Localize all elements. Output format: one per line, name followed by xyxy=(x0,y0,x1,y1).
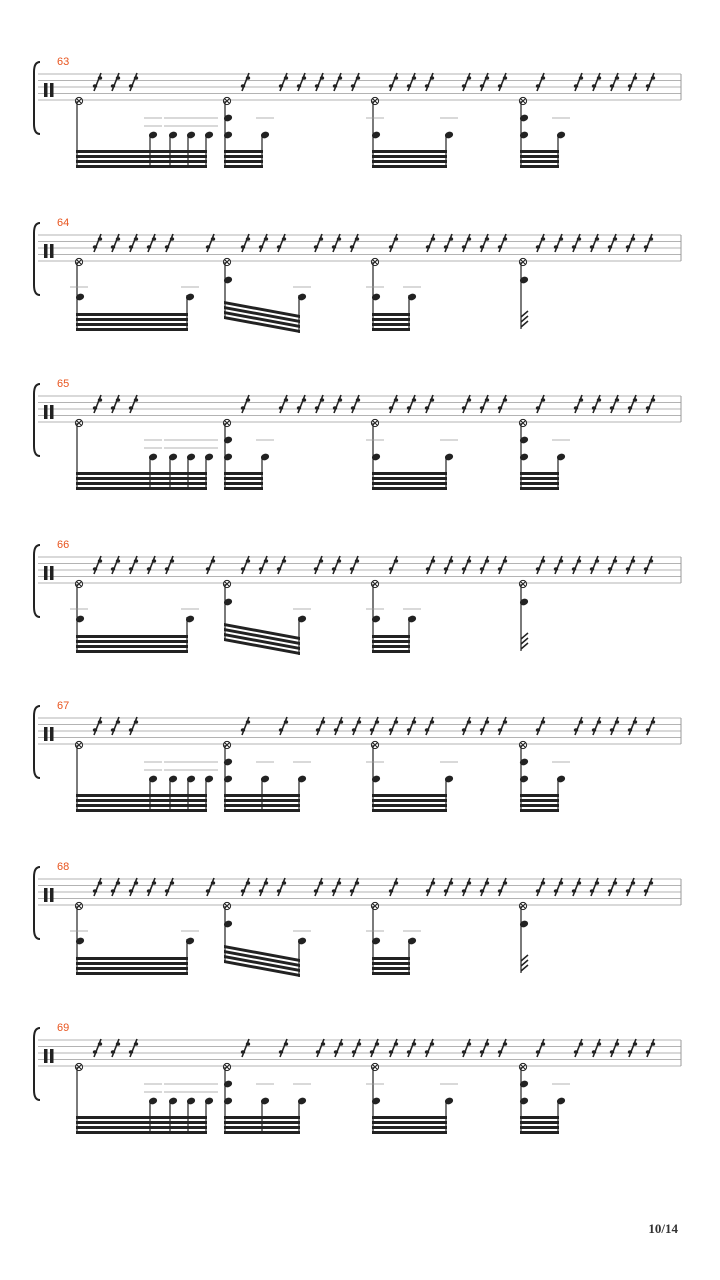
system-measure-69 xyxy=(34,1022,681,1134)
system-measure-68 xyxy=(34,861,681,977)
measure-number: 68 xyxy=(57,861,70,873)
lower-voice xyxy=(75,1063,570,1134)
system-measure-66 xyxy=(34,539,681,655)
percussion-clef-icon xyxy=(44,727,54,741)
upper-voice xyxy=(93,1039,655,1057)
upper-voice xyxy=(93,73,655,91)
lower-voice xyxy=(75,741,570,812)
page-number: 10/14 xyxy=(648,1221,678,1236)
percussion-clef-icon xyxy=(44,83,54,97)
system-measure-64 xyxy=(34,217,681,333)
upper-voice xyxy=(93,395,655,413)
system-brace-icon xyxy=(34,867,40,939)
upper-voice xyxy=(93,717,655,735)
lower-voice xyxy=(70,902,529,977)
percussion-clef-icon xyxy=(44,405,54,419)
percussion-clef-icon xyxy=(44,888,54,902)
measure-number: 64 xyxy=(57,217,70,229)
measure-number: 69 xyxy=(57,1022,70,1034)
lower-voice xyxy=(75,97,570,168)
lower-voice xyxy=(75,419,570,490)
system-brace-icon xyxy=(34,384,40,456)
system-measure-63 xyxy=(34,56,681,168)
lower-voice xyxy=(70,258,529,333)
upper-voice xyxy=(93,234,653,252)
system-brace-icon xyxy=(34,1028,40,1100)
measure-number: 66 xyxy=(57,539,70,551)
system-measure-65 xyxy=(34,378,681,490)
percussion-clef-icon xyxy=(44,1049,54,1063)
lower-voice xyxy=(70,580,529,655)
percussion-clef-icon xyxy=(44,244,54,258)
percussion-clef-icon xyxy=(44,566,54,580)
measure-number: 65 xyxy=(57,378,70,390)
system-brace-icon xyxy=(34,706,40,778)
system-brace-icon xyxy=(34,545,40,617)
upper-voice xyxy=(93,878,653,896)
measure-number: 67 xyxy=(57,700,70,712)
upper-voice xyxy=(93,556,653,574)
system-brace-icon xyxy=(34,62,40,134)
system-brace-icon xyxy=(34,223,40,295)
system-measure-67 xyxy=(34,700,681,812)
measure-number: 63 xyxy=(57,56,70,68)
